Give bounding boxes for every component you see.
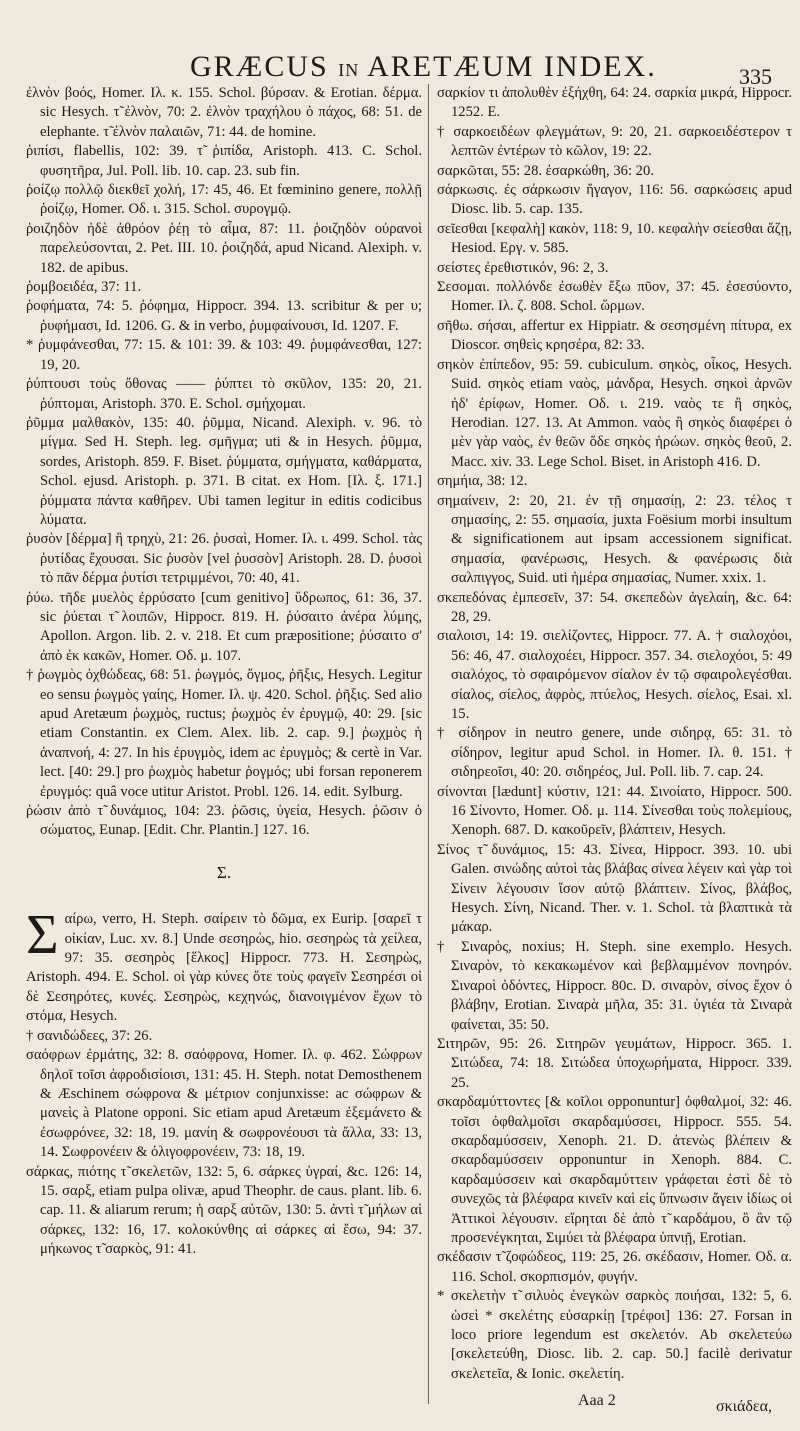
index-entry: σάρκωσις. ἐς σάρκωσιν ἤγαγον, 116: 56. σαρκώσεις apud Diosc. lib. 5. cap. 135.: [437, 182, 792, 218]
index-entry: σάρκας, πιότης τ̃ σκελετῶν, 132: 5, 6. σάρκες ὑγραί, &c. 126: 14, 15. σαρξ, etiam pulpa olivæ, apud Theophr. de caus. plant. lib. 6. cap. 11. & aliarum rerum; ἡ σαρξ αὐτῶν, 130: 5. ἀντὶ τ̃ μήλων αἱ σάρκες, 132: 16, 17. κολοκύνθης αἱ σάρκες αἱ ἔσω, 94: 37. μήκωνος τ̃ σαρκὸς, 91: 41.: [26, 1163, 422, 1258]
section-heading-sigma: Σ.: [216, 862, 232, 882]
right-column-entries: [437, 84, 792, 1384]
drop-capital-sigma: Σ: [26, 904, 59, 967]
index-entry: † ῥωγμὸς ὀχθώδεας, 68: 51. ῥωγμός, ὄγμος, ῥῆξις, Hesych. Legitur eo sensu ῥωγμὸς γαίης, Homer. Ιλ. ψ. 420. Schol. ῥῆξις. Sed alio apud Aretæum ῥωχμὸς, ructus; ῥωχμὸς ἐν ἐρυγμῷ, 40: 29. [sic etiam Constantin. ex Clem. Alex. lib. 2. cap. 9.] ῥωχμὸς ἡ ἀναπνοή, 4: 27. In his ἐρυγμὸς, idem ac ἐρυγμὸς; & certè in Var. lect. [40: 29.] pro ῥωχμὸς habetur ῥογμός; ubi forsan reponerem ἐρυγμός: quâ voce utitur Aristot. Probl. 126. 14. edit. Sylburg.: [26, 667, 422, 800]
left-column-entries: [26, 84, 422, 841]
left-column: [26, 84, 422, 1414]
sigma-section-entries: [26, 904, 422, 1259]
index-entry: σηκὸν ἐπίπεδον, 95: 59. cubiculum. σηκὸς, οἶκος, Hesych. Suid. σηκὸς etiam ναὸς, μάνδρα, Hesych. σηκοὶ ἀρνῶν ἠδ' ἐρίφων, Homer. Οδ. ι. 219. ναὸς τε ἢ σηκὸς, Herodian. 127. 13. At Ammon. ναὸς ἢ σηκὸς διαφέρει ὁ μὲν γὰρ ναὸς, ἐν θεῶν ὅδε σηκὸς ἡρώων. σηκὸς θεοῦ, 2. Macc. xiv. 33. Lege Schol. Biset. in Aristoph 416. D.: [437, 356, 792, 470]
index-entry: ῥοιζηδὸν ἠδὲ ἀθρόον ῥέῃ τὸ αἷμα, 87: 11. ῥοιζηδὸν οὐρανοὶ παρελεύσονται, 2. Pet. III. 10. ῥοιζηδά, apud Nicand. Alexiph. v. 182. de apibus.: [26, 220, 422, 276]
index-entry: Σίνος τ̃ δυνάμιος, 15: 43. Σίνεα, Hippocr. 393. 10. ubi Galen. σινώδης αὐτοὶ τὰς βλάβας σίνεα λέγειν καὶ γὰρ τοὶ Σίνειν λέγουσιν ἴσον αὐτῷ βλάπτειν. Σίνος, βλάβος, Hesych. Σίνη, Nicand. Ther. v. 1. Schol. τὰ βλαπτικὰ τὰ μάκαρ.: [437, 841, 792, 936]
signature-mark: Aaa 2: [578, 1392, 616, 1409]
index-entry: σαρκίον τι ἀπολυθὲν ἐξήχθη, 64: 24. σαρκία μικρά, Hippocr. 1252. E.: [437, 85, 792, 121]
index-entry: † σανιδώδεες, 37: 26.: [26, 1027, 153, 1044]
index-entry: ῥύω. τῆδε μυελὸς ἐρρύσατο [cum genitivo] ὕδρωπος, 61: 36, 37. sic ῥύεται τ̃ λοιπῶν, Hippocr. 819. H. ῥύσαιτο ἀνέρα λύμης, Apollon. Argon. lib. 2. v. 218. Et cum præpositione; ῥύσαιτο σ' ἀπὸ ἐκ κακῶν, Homer. Οδ. μ. 107.: [26, 589, 422, 664]
column-divider: [428, 84, 429, 1404]
running-head-word-1: GRÆCUS: [190, 50, 329, 83]
index-entry: σεῖεσθαι [κεφαλὴ] κακὸν, 118: 9, 10. κεφαλὴν σείεσθαι ἄζῃ, Hesiod. Εργ. v. 585.: [437, 220, 792, 257]
index-entry: ῥιπίσι, flabellis, 102: 39. τ̃ ῥιπίδα, Aristoph. 413. C. Schol. φυσητῆρα, Jul. Poll. lib. 10. cap. 23. sub fin.: [26, 143, 422, 179]
catchword: σκιάδεα,: [715, 1398, 772, 1415]
index-entry: σίνονται [lædunt] κύστιν, 121: 44. Σινοίατο, Hippocr. 500. 16 Σίνοντο, Homer. Οδ. μ. 114. Σίνεσθαι τοὺς πολεμίους, Xenoph. 687. D. κακοῦρεῖν, βλάπτειν, Hesych.: [437, 783, 792, 839]
index-entry: ῥυσὸν [δέρμα] ἢ τρηχὺ, 21: 26. ῥυσαὶ, Homer. Ιλ. ι. 499. Schol. τὰς ῥυτίδας ἔχουσαι. Sic ῥυσὸν [vel ῥυσσὸν] Aristoph. 28. D. ῥυσοὶ τὸ πᾶν δέρμα ῥυτίσι τετριμμένοι, 70: 40, 41.: [26, 531, 422, 587]
index-entry: † σαρκοειδέων φλεγμάτων, 9: 20, 21. σαρκοειδέστερον τ̃ λεπτῶν ἐντέρων τὸ κῶλον, 19: 22.: [437, 123, 792, 160]
index-entry: Σιτηρῶν, 95: 26. Σιτηρῶν γευμάτων, Hippocr. 365. 1. Σιτώδεα, 74: 18. Σιτώδεα ὑποχωρήματα, Hippocr. 339. 25.: [437, 1035, 792, 1091]
index-entry: ῥώσιν ἀπὸ τ̃ δυνάμιος, 104: 23. ῥῶσις, ὑγεία, Hesych. ῥῶσιν ὁ σώματος, Eunap. [Edit. Chr. Plantin.] 127. 16.: [26, 803, 422, 839]
index-entry: ῥῦμμα μαλθακὸν, 135: 40. ῥῦμμα, Nicand. Alexiph. v. 96. τὸ μίγμα. Sed H. Steph. leg. σμῆγμα; uti & in Hesych. ῥῦμμα, sordes, Aristoph. 859. F. Biset. ῥύμματα, σμήγματα, καθάρματα, Schol. ejusd. Aristoph. p. 371. B citat. ex Hom. [Ιλ. ξ. 171.] ῥύμματα πάντα καθῆρεν. Ubi tamen legitur in editis codicibus λύματα.: [26, 414, 422, 528]
index-entry: σημαίνειν, 2: 20, 21. ἐν τῇ σημασίῃ, 2: 23. τέλος τ̃ σημασίης, 2: 55. σημασία, juxta Foësium morbi insultum & significationem aut ipsam accessionem significat. σημασία, φανέρωσις, Hesych. & φανέρωσις διὰ σαλπιγγος, Suid. uti ἡμέρα σημασίας, Numer. xxix. 1.: [437, 492, 792, 587]
index-entry: σείστες ἐρεθιστικόν, 96: 2, 3.: [437, 259, 609, 276]
index-entry: σιαλοισι, 14: 19. σιελίζοντες, Hippocr. 77. A. † σιαλοχόοι, 56: 46, 47. σιαλοχοέει, Hippocr. 357. 34. σιελοχόοι, 5: 49 σιαλόχος, τὸ σφαιρόμενον σίαλον ἐν τῷ σφαιρολεγέσθαι. σίαλος, σίελος, ἀφρὸς, πτύελος, Hesych. σίελος, Esai. xl. 15.: [437, 628, 792, 722]
index-entry: σκεπεδόνας ἐμπεσεῖν, 37: 54. σκεπεδὼν ἀγελαίη, &c. 64: 28, 29.: [437, 589, 792, 625]
index-entry: σῆθω. σήσαι, affertur ex Hippiatr. & σεσησμένη πίτυρα, ex Dioscor. σηθεὶς κρησέρα, 82: 33.: [437, 317, 792, 354]
index-entry: ῥύπτουσι τοὺς ὄθονας —— ῥύπτει τὸ σκῦλον, 135: 20, 21. ῥύπτομαι, Aristoph. 370. E. Schol. σμήχομαι.: [26, 376, 422, 412]
running-head: [190, 50, 657, 84]
index-entry: ῥοφήματα, 74: 5. ῥόφημα, Hippocr. 394. 13. scribitur & per υ; ῥυφήμασι, Id. 1206. G. & in verbo, ῥυμφαίνουσι, Id. 1207. F.: [26, 298, 422, 334]
index-entry: † σίδηρον in neutro genere, unde σιδηρᾳ, 65: 31. τὸ σίδηρον, legitur apud Schol. in Homer. Ιλ. θ. 151. † σιδηρεοῖσι, 40: 20. σιδηρέος, Jul. Poll. lib. 7. cap. 24.: [437, 725, 792, 781]
index-entry: σκαρδαμύττοντες [& κοῖλοι opponuntur] ὀφθαλμοί, 32: 46. τοῖσι ὀφθαλμοῖσι σκαρδαμύσσει, Hippocr. 555. 54. σκαρδαμύσσειν, Xenoph. 21. D. ἀτενὼς βλέπειν & σκαρδαμύσσειν opponuntur in Xenoph. 884. C. καρδαμύσσειν καὶ σκαρδαμύττειν γράφεται ἐστὶ δὲ τὸ συνεχῶς τὰ βλέφαρα κινεῖν καὶ εἰς ὕπνωσιν ἄγειν ἰδίως οἱ Ἀττικοὶ λέγουσιν. εἴρηται δὲ ἀπὸ τ̃ καρδάμου, ὃ ἂν τῷ προσενέγκηται, Σιμύει τὰ βλέφαρα ὑπνιῇ, Erotian.: [437, 1094, 792, 1246]
index-entry: σημήια, 38: 12.: [437, 473, 528, 490]
index-entry: σκέδασιν τ̃ ζοφώδεος, 119: 25, 26. σκέδασιν, Homer. Οδ. α. 116. Schol. σκορπισμόν, φυγήν.: [437, 1249, 792, 1285]
page-number: 335: [739, 64, 772, 89]
running-head-word-2: ARETÆUM INDEX.: [367, 50, 657, 83]
index-entry: ῥοίζῳ πολλῷ διεκθεῖ χολή, 17: 45, 46. Et fœminino genere, πολλῇ ῥοίζῳ, Homer. Οδ. ι. 315. Schol. συρογμῷ.: [26, 182, 422, 218]
index-entry: † Σιναρὸς, noxius; H. Steph. sine exemplo. Hesych. Σιναρὸν, τὸ κεκακωμένον καὶ βεβλαμμένον πονηρόν. Σιναροὶ ὀδόντες, Hippocr. 80c. D. σιναρὸν, σίνος ἔχον ὁ βλάβην, Erotian. Σιναρὰ μῆλα, 35: 31. ὑγιέα τὰ Σιναρὰ φαίνεται, 35: 50.: [437, 938, 792, 1033]
right-column: [437, 84, 792, 1384]
index-entry: * σκελετὴν τ̃ σιλυὸς ἐνεγκὼν σαρκὸς ποιήσαι, 132: 5, 6. ὡσεὶ * σκελέτης εὐσαρκίῃ [τρέφοι] 136: 27. Forsan in loco priore legendum est σκελετόν. Ab σκελετεύω [σκελετεύθη, Diosc. lib. 2. cap. 50.] facilè derivatur σκελετεῖα, & Ionic. σκελετίη.: [437, 1288, 792, 1382]
index-entry: Σεσομαι. πολλόνδε ἐσωθὲν ἔξω πῦον, 37: 45. ἐσεσύοντο, Homer. Ιλ. ζ. 808. Schol. ὥρμων.: [437, 279, 792, 315]
index-entry: σαόφρων ἐρμάτης, 32: 8. σαόφρονα, Homer. Ιλ. φ. 462. Σώφρων δηλοῖ τοῖσι ἀφροδισίοισι, 131: 45. H. Steph. notat Demosthenem & Æschinem σώφρονα & μέτριον conjunxisse: ac σώφρων & μανεὶς à Platone opponi. Sic etiam apud Aretæum ἐξεμάνετο & ἐσωφρόνεε, 32: 18, 19. μανίη & σωφρονέουσι τὰ ἄλλα, 33: 13, 14. Σωφρονέειν & ὀλιγοφρονέειν, 73: 18, 19.: [26, 1047, 422, 1161]
index-entry-text: αίρω, verro, H. Steph. σαίρειν τὸ δῶμα, ex Eurip. [σαρεῖ τ̃ οἰκίαν, Luc. xv. 8.] Unde σεσηρὼς, hio. σεσηρὼς τὰ χείλεα, 97: 35. σεσηρὸς [ἕλκος] Hippocr. 773. H. Σεσηρὼς, Aristoph. 494. E. Schol. οἱ γὰρ κύνες ὅτε τοὺς φαγεῖν Σεσηρέσι οἱ δὲ Σεσηρότες, κυνές. Σεσηρὼς, κεχηνώς, διανοιγμένον ἔχων τὸ στόμα, Hesych.: [26, 911, 422, 1025]
index-entry: σαρκῶται, 55: 28. ἐσαρκώθη, 36: 20.: [437, 162, 654, 179]
index-entry: [26, 904, 422, 1026]
running-head-word-in: IN: [338, 60, 360, 80]
index-entry: ἐλνὸν βοός, Homer. Ιλ. κ. 155. Schol. βύρσαν. & Erotian. δέρμα. sic Hesych. τ̃ ἐλνὸν, 70: 2. ἐλνὸν τραχήλου ὁ πάχος, 68: 51. de elephante. τ̃ ἐλνὸν παλαιῶν, 71: 44. de homine.: [26, 85, 422, 140]
index-entry: ῥομβοειδέα, 37: 11.: [26, 279, 142, 296]
index-entry: * ῥυμφάνεσθαι, 77: 15. & 101: 39. & 103: 49. ῥυμφάνεσθαι, 127: 19, 20.: [26, 337, 422, 373]
